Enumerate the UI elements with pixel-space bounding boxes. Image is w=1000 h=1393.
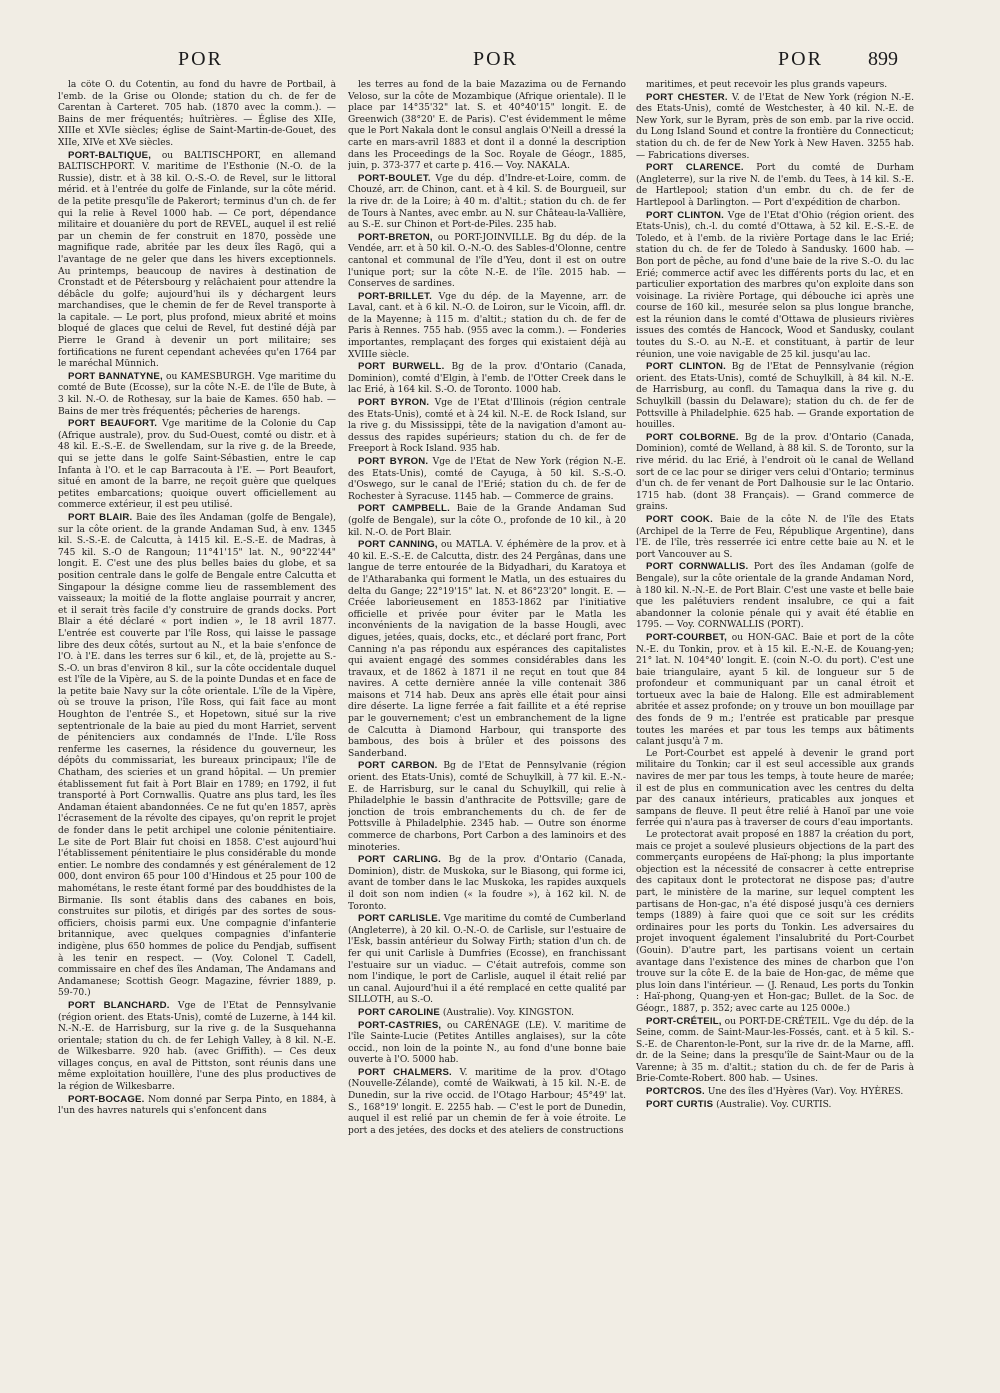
entry-headword: PORT-CASTRIES, [358, 1019, 442, 1031]
entry-text: Baie de la côte N. de l'île des Etats (Archipel de la Terre de Feu, République Argentine), dans l'E. de l'île, très resserrée ici entre cette baie au N. et le port Vancouver au S. [636, 514, 914, 560]
dictionary-entry [636, 1016, 914, 1087]
running-head-right: POR [778, 48, 823, 70]
entry-headword: PORT BYRON. [358, 456, 429, 467]
entry-headword: PORT BEAUFORT. [68, 418, 158, 430]
running-head-left: POR [178, 48, 223, 70]
dictionary-entry [348, 173, 626, 232]
dictionary-entry [348, 361, 626, 397]
dictionary-entry [636, 1086, 914, 1099]
entry-text: ou HON-GAC. Baie et port de la côte N.-E. du Tonkin, prov. et à 15 kil. E.-N.-E. de Kouang-yen; 21° lat. N. 104°40' longit. E. (coin N.-O. du port). C'est une baie triangulaire, ayant 5 kil. de longueur sur 5 de profondeur et communiquant par un canal étroit et tortueux avec la baie de Halong. Elle est admirablement abritée et assez profonde; on y trouve un bon mouillage par des fonds de 9 m.; l'entrée est praticable par presque toutes les marées et par tous les temps aux bâtiments calant jusqu'à 7 m. [636, 632, 914, 748]
entry-headword: PORT COOK. [646, 513, 713, 525]
entry-text: Vge de l'Etat d'Illinois (région centrale des Etats-Unis), comté et à 24 kil. N.-E. de Rock Island, sur la rive g. du Mississippi, tête de la navigation d'amont au-dessus des rapides supérieurs; station du ch. de fer de Freeport à Rock Island. 935 hab. [348, 398, 626, 455]
entry-headword: PORT BLAIR. [68, 511, 133, 523]
dictionary-entry [348, 760, 626, 854]
dictionary-entry [348, 1020, 626, 1067]
entry-text: ou BALTISCHPORT, en allemand BALTISCHPORT. V. maritime de l'Esthonie (N.-O. de la Russie), distr. et à 38 kil. O.-S.-O. de Revel, sur le littoral mérid. et à l'entrée du golfe de Finlande, sur la côte mérid. de la petite presqu'île de Pakerort; terminus d'un ch. de fer qui la relie à Revel 1000 hab. — Ce port, dépendance militaire et douanière du port de REVEL, auquel il est relié par un chemin de fer construit en 1870, possède une magnifique rade, abritée par les deux îles Ragö, qui a l'avantage de ne geler que dans les hivers exceptionnels. Au printemps, beaucoup de navires à destination de Cronstadt et de Pétersbourg y relâchaient pour attendre la débâcle du golfe; aujourd'hui ils y déchargent leurs marchandises, que le chemin de fer de Revel transporte à la capitale. — Le port, plus profond, mieux abrité et moins bloqué de glaces que celui de Revel, fut destiné déjà par Pierre le Grand à devenir un port militaire; ses fortifications ne furent cependant achevées qu'en 1764 par le maréchal Münnich. [58, 150, 336, 370]
entry-headword: PORT-BALTIQUE, [68, 149, 152, 161]
dictionary-entry [636, 749, 914, 830]
entry-headword: PORT-BOCAGE. [68, 1093, 145, 1105]
dictionary-entry [348, 456, 626, 503]
entry-headword: PORTCROS. [646, 1086, 705, 1098]
dictionary-entry [636, 80, 914, 92]
entry-text: Le Port-Courbet est appelé à devenir le grand port militaire du Tonkin; car il est seul accessible aux grands navires de mer par tous les temps, à toute heure de marée; il est de plus en communication avec les centres du delta par des canaux intérieurs, praticables aux jonques et sampans de fleuve. Il peut être relié à Hanoï par une voie ferrée qui n'aura pas à traverser de cours d'eau importants. [636, 748, 914, 829]
dictionary-entry [636, 632, 914, 749]
entry-text: Une des îles d'Hyères (Var). Voy. HYÈRES. [707, 1087, 904, 1098]
entry-headword: PORT CANNING, [358, 539, 438, 551]
entry-text: ou PORT-JOINVILLE. Bg du dép. de la Vendée, arr. et à 50 kil. O.-N.-O. des Sables-d'Olonne, centre cantonal et communal de l'île d'Yeu, dont il est on outre l'unique port; sur la côte N.-E. de l'île. 2015 hab. — Conserves de sardines. [348, 232, 626, 290]
entry-headword: PORT COLBORNE. [646, 431, 739, 443]
entry-headword: PORT-BRETON, [358, 231, 433, 243]
entry-text: V. maritime de la prov. d'Otago (Nouvelle-Zélande), comté de Waikwati, à 15 kil. N.-E. de Dunedin, sur la rive occid. de l'Otago Harbour; 45°49' lat. S., 168°19' longit. E. 2255 hab. — C'est le port de Dunedin, auquel il est relié par un chemin de fer à voie étroite. Le port a des jetées, des docks et des ateliers de constructions [348, 1067, 626, 1136]
dictionary-entry [348, 913, 626, 1007]
entry-text: Vge du dép. de la Mayenne, arr. de Laval, cant. et à 6 kil. N.-O. de Loiron, sur le Vicoin, affl. dr. de la Mayenne; à 115 m. d'altit.; station du ch. de fer de Paris à Rennes. 755 hab. (955 avec la comm.). — Fonderies importantes, remplaçant des forges qui existaient déjà au XVIIIe siècle. [348, 291, 626, 360]
entry-text: Vge du dép. d'Indre-et-Loire, comm. de Chouzé, arr. de Chinon, cant. et à 4 kil. S. de Bourgueil, sur la rive dr. de la Loire; à 40 m. d'altit.; station du ch. de fer de Tours à Nantes, avec embr. au N. sur Château-la-Vallière, au S.-E. sur Chinon et Port-de-Piles. 235 hab. [348, 173, 626, 231]
entry-headword: PORT-BRILLET. [358, 290, 433, 302]
entry-text: Bg de la prov. d'Ontario (Canada, Dominion), comté d'Elgin, à l'emb. de l'Otter Creek dans le lac Erié, à 164 kil. S.-O. de Toronto. 1000 hab. [348, 362, 626, 396]
dictionary-entry [636, 162, 914, 209]
entry-headword: PORT CARLING. [358, 854, 441, 866]
dictionary-entry [636, 830, 914, 1016]
entry-text: Nom donné par Serpa Pinto, en 1884, à l'un des havres naturels qui s'enfoncent dans [58, 1094, 336, 1117]
dictionary-entry [348, 1007, 626, 1020]
dictionary-entry [348, 539, 626, 760]
entry-text: ou CARÉNAGE (LE). V. maritime de l'île Sainte-Lucie (Petites Antilles anglaises), sur la côte occid., non loin de la pointe N., au fond d'une bonne baie ouverte à l'O. 5000 hab. [348, 1020, 626, 1066]
dictionary-entry [348, 1067, 626, 1138]
dictionary-columns [58, 80, 944, 1380]
dictionary-entry [58, 80, 336, 150]
page-number: 899 [868, 48, 898, 70]
entry-headword: PORT-BOULET. [358, 172, 431, 184]
entry-text: Bg de la prov. d'Ontario (Canada, Dominion), distr. de Muskoka, sur le Biasong, qui forme ici, avant de tomber dans le lac Muskoka, les rapides auxquels il doit son nom indien (« la foudre »), à 162 kil. N. de Toronto. [348, 855, 626, 912]
column-1 [58, 80, 336, 1380]
entry-text: ou KAMESBURGH. Vge maritime du comté de Bute (Ecosse), sur la côte N.-E. de l'île de Bute, à 3 kil. N.-O. de Rothesay, sur la baie de Kames. 650 hab. — Bains de mer très fréquentés; pêcheries de harengs. [58, 371, 336, 417]
entry-text: Vge de l'Etat d'Ohio (région orient. des Etats-Unis), ch.-l. du comté d'Ottawa, à 52 kil. E.-S.-E. de Toledo, et à l'emb. de la rivière Portage dans le lac Erié; station du ch. de fer de Toledo à Sandusky. 1600 hab. — Bon port de pêche, au fond d'une baie de la rive S.-O. du lac Erié; commerce actif avec les différents ports du lac, et en particulier exportation des marbres qu'on exploite dans son voisinage. La rivière Portage, qui débouche ici après une course de 160 kil., mesurée selon sa plus longue branche, est la réunion dans le comté d'Ottawa de plusieurs rivières issues des comtés de Hancock, Wood et Sandusky, coulant toutes du S.-O. au N.-E. et constituant, à partir de leur réunion, une voie navigable de 25 kil. jusqu'au lac. [636, 210, 914, 360]
entry-headword: PORT CLINTON. [646, 209, 724, 221]
entry-headword: PORT CLARENCE. [646, 162, 744, 174]
running-head-center: POR [473, 48, 518, 70]
entry-text: Baie de la Grande Andaman Sud (golfe de Bengale), sur la côte O., profonde de 10 kil., à 20 kil. N.-O. de Port Blair. [348, 504, 626, 538]
dictionary-entry [636, 1099, 914, 1112]
entry-text: Le protectorat avait proposé en 1887 la création du port, mais ce projet a soulevé plusieurs objections de la part des commerçants européens de Haï-phong; la plus importante objection est la nécessité de consacrer à cette entreprise des capitaux dont le protectorat ne dispose pas; d'autre part, le ministère de la marine, sur lequel comptent les partisans de Hon-gac, n'a été disposé jusqu'à ces derniers temps (1889) à faire quoi que ce soit sur les crédits ordinaires pour les ports du Tonkin. Les adversaires du projet invoquent également l'insalubrité du Port-Courbet (Gouin). D'autre part, les partisans voient un certain avantage dans l'existence des mines de charbon que l'on trouve sur la côte E. de la baie de Hon-gac, de même que plus loin dans l'intérieur. — (J. Renaud, Les ports du Tonkin : Haï-phong, Quang-yen et Hon-gac; Bullet. de la Soc. de Géogr., 1887, p. 352; avec carte au 125 000e.) [636, 830, 914, 1014]
entry-text: (Australie). Voy. CURTIS. [716, 1099, 832, 1110]
dictionary-entry [636, 561, 914, 632]
entry-text: Vge de l'Etat de Pennsylvanie (région orient. des Etats-Unis), comté de Luzerne, à 144 kil. N.-N.-E. de Harrisburg, sur la rive g. de la Susquehanna orientale; station du ch. de fer Lehigh Valley, à 8 kil. N.-E. de Wilkesbarre. 920 hab. (avec Griffith). — Ces deux villages conçus, en aval de Pittston, sont réunis dans une même exploitation houillère, l'une des plus productives de la région de Wilkesbarre. [58, 1000, 336, 1093]
entry-headword: PORT CHALMERS. [358, 1066, 452, 1078]
dictionary-entry [348, 854, 626, 913]
entry-headword: PORT-CRÉTEIL, [646, 1015, 722, 1027]
entry-text: Bg de l'Etat de Pennsylvanie (région orient. des Etats-Unis), comté de Schuylkill, à 77 kil. E.-N.-E. de Harrisburg, sur le canal du Schuylkill, qui relie à Philadelphie le bassin d'anthracite de Pottsville; gare de jonction de trois embranchements du ch. de fer de Pottsville à Philadelphie. 2345 hab. — Outre son énorme commerce de charbons, Port Carbon a des laminoirs et des minoteries. [348, 761, 626, 853]
column-3 [636, 80, 914, 1380]
entry-headword: PORT BURWELL. [358, 361, 445, 373]
entry-headword: PORT BANNATYNE, [68, 370, 163, 382]
entry-text: maritimes, et peut recevoir les plus grands vapeurs. [646, 80, 888, 90]
entry-text: Port du comté de Durham (Angleterre), sur la rive N. de l'emb. du Tees, à 14 kil. S.-E. de Hartlepool; station d'un embr. du ch. de fer de Hartlepool à Darlington. — Port d'expédition de charbon. [636, 163, 914, 208]
entry-headword: PORT CHESTER. [646, 91, 728, 103]
entry-headword: PORT CLINTON. [646, 361, 726, 373]
entry-text: Vge maritime de la Colonie du Cap (Afrique australe), prov. du Sud-Ouest, comté ou distr. et à 48 kil. E.-S.-E. de Swellendam, sur la rive g. de la Breede, qui se jette dans le golfe Saint-Sébastien, entre le cap Infanta à l'O. et le cap Barracouta à l'E. — Port Beaufort, situé en amont de la barre, ne reçoit guère que quelques petites embarcations; quoique ouvert officiellement au commerce extérieur, il est peu utilisé. [58, 419, 336, 511]
dictionary-entry [348, 503, 626, 539]
dictionary-entry [348, 291, 626, 362]
entry-text: Vge de l'Etat de New York (région N.-E. des Etats-Unis), comté de Cayuga, à 50 kil. S.-S.-O. d'Oswego, sur le canal de l'Erié; station du ch. de fer de Rochester à Syracuse. 1145 hab. — Commerce de grains. [348, 457, 626, 502]
dictionary-entry [348, 397, 626, 456]
dictionary-entry [58, 150, 336, 371]
entry-text: ou MATLA. V. éphémère de la prov. et à 40 kil. E.-S.-E. de Calcutta, distr. des 24 Pergânas, dans une langue de terre entourée de la Bidyadhari, du Karatoya et de l'Atharabanka qui forment le Matla, un des estuaires du delta du Gange; 22°19'15" lat. N. et 86°23'20" longit. E. — Créée laborieusement en 1853-1862 par l'initiative officielle et privée pour éviter par le Matla les inconvénients de la navigation de la basse Hougli, avec digues, jetées, quais, docks, etc., et déclaré port franc, Port Canning n'a pas répondu aux espérances des capitalistes qui avaient engagé des sommes considérables dans les travaux, et de 1862 à 1871 il ne reçut en tout que 84 navires. A cette dernière année la ville contenait 386 maisons et 714 hab. Deux ans après elle était pour ainsi dire déserte. La ligne ferrée a fait faillite et a été reprise par le gouvernement; c'est un embranchement de la ligne de Calcutta à Diamond Harbour, qui transporte des bambous, des bois à brûler et des poissons des Sanderband. [348, 540, 626, 759]
entry-text: la côte O. du Cotentin, au fond du havre de Portbail, à l'emb. de la Grise ou Olonde; station du ch. de fer de Carentan à Carteret. 705 hab. (1870 avec la comm.). — Bains de mer fréquentés; huîtrières. — Église des XIIe, XIIIe et XVIe siècles; église de Saint-Martin-de-Gouet, des XIIe, XIVe et XVe siècles. [58, 80, 336, 148]
dictionary-entry [58, 512, 336, 1000]
entry-text: Port des îles Andaman (golfe de Bengale), sur la côte orientale de la grande Andaman Nord, à 180 kil. N.-N.-E. de Port Blair. C'est une vaste et belle baie que les palétuviers rendent insalubre, ce qui a fait abandonner la colonie pénale qui y avait été établie en 1795. — Voy. CORNWALLIS (PORT). [636, 562, 914, 631]
dictionary-entry [636, 514, 914, 561]
entry-headword: PORT CARBON. [358, 760, 438, 772]
entry-text: les terres au fond de la baie Mazazima ou de Fernando Veloso, sur la côte de Mozambique (Afrique orientale). Il le place par 14°35'32" lat. S. et 40°40'15" longit. E. de Greenwich (38°20' E. de Paris). C'est évidemment le même que le Port Nakala dont le consul anglais O'Neill a dressé la carte en mars-avril 1883 et dont il a donné la description dans les Proceedings de la Soc. Royale de Géogr., 1885, juin, p. 373-377 et carte p. 416.— Voy. NAKALA. [348, 80, 626, 172]
dictionary-entry [58, 1094, 336, 1118]
dictionary-entry [58, 1000, 336, 1094]
dictionary-entry [348, 232, 626, 291]
entry-text: Baie des îles Andaman (golfe de Bengale), sur la côte orient. de la grande Andaman Sud, à env. 1345 kil. S.-S.-E. de Calcutta, à 1415 kil. E.-S.-E. de Madras, à 745 kil. S.-O de Rangoun; 11°41'15" lat. N., 90°22'44" longit. E. C'est une des plus belles baies du globe, et sa position centrale dans le golfe de Bengale entre Calcutta et Singapour la désigne comme lieu de rassemblement des vaisseaux; la moitié de la flotte anglaise pourrait y ancrer, et il serait très facile d'y construire de grands docks. Port Blair a été déclaré « port indien », le 18 avril 1877. L'entrée est couverte par l'île Ross, qui laisse le passage libre des deux côtés, surtout au N., et la baie s'enfonce de l'O. à l'E. dans les terres sur 6 kil., et, de là, projette au S.-S.-O. un bras d'environ 8 kil., sur la côte occidentale duquel est l'île de la Vipère, au S. de la pointe Dundas et en face de la petite baie Navy sur la côte orientale. L'île de la Vipère, où se trouve la prison, l'île Ross, qui fait face au mont Houghton de l'entrée S., et Hopetown, situé sur la rive septentrionale de la baie au pied du mont Harriet, servent de pénitenciers aux condamnés de l'Inde. L'île Ross renferme les casernes, la résidence du gouverneur, les dépôts du commissariat, les bureaux principaux; l'île de Chatham, des scieries et un grand hôpital. — Un premier établissement fut fait à Port Blair en 1789; en 1792, il fut transporté à Port Cornwallis. Quatre ans plus tard, les îles Andaman étaient abandonnées. Ce ne fut qu'en 1857, après l'écrasement de la révolte des cipayes, qu'on reprit le projet de fonder dans le petit archipel une colonie pénitentiaire. Le site de Port Blair fut choisi en 1858. C'est aujourd'hui l'établissement pénitentiaire le plus considérable du monde entier. Le nombre des condamnés y est généralement de 12 000, dont environ 65 pour 100 d'Hindous et 25 pour 100 de mahométans, le reste étant formé par des bouddhistes de la Birmanie. Ils sont établis dans des cabanes en bois, construites sur pilotis, et dirigés par des sortes de sous-officiers, choisis parmi eux. Une compagnie d'infanterie britannique, avec quelques compagnies d'infanterie indigène, plus 650 hommes de police du Pendjab, suffisent à les tenir en respect. — (Voy. Colonel T. Cadell, commissaire en chef des îles Andaman, The Andamans and Andamanese; Scottish Geogr. Magazine, février 1889, p. 59-70.) [58, 512, 336, 999]
entry-headword: PORT-COURBET, [646, 631, 727, 643]
dictionary-entry [58, 418, 336, 512]
entry-headword: PORT BLANCHARD. [68, 999, 170, 1011]
entry-headword: PORT CAMPBELL. [358, 503, 450, 515]
page-header [0, 48, 1000, 78]
dictionary-entry [636, 92, 914, 163]
dictionary-entry [636, 210, 914, 362]
entry-text: Vge maritime du comté de Cumberland (Angleterre), à 20 kil. O.-N.-O. de Carlisle, sur l'estuaire de l'Esk, bassin antérieur du Solway Firth; station d'un ch. de fer qui unit Carlisle à Dumfries (Ecosse), en franchissant l'estuaire sur un viaduc. — C'était autrefois, comme son nom l'indique, le port de Carlisle, auquel il était relié par un canal. Aujourd'hui il a été remplacé en cette qualité par SILLOTH, au S.-O. [348, 914, 626, 1006]
entry-text: (Australie). Voy. KINGSTON. [442, 1007, 575, 1018]
entry-text: V. de l'Etat de New York (région N.-E. des Etats-Unis), comté de Westchester, à 40 kil. N.-E. de New York, sur le Byram, près de son emb. par la rive occid. du Long Island Sound et contre la frontière du Connecticut; station du ch. de fer de New York à New Haven. 3255 hab. — Fabrications diverses. [636, 92, 914, 161]
entry-text: Bg de l'Etat de Pennsylvanie (région orient. des Etats-Unis), comté de Schuylkill, à 84 kil. N.-E. de Harrisburg, au confl. du Tamaqua dans la rive g. du Schuylkill (bassin du Delaware); station du ch. de fer de Pottsville à Philadelphie. 625 hab. — Grande exportation de houilles. [636, 362, 914, 431]
entry-headword: PORT CORNWALLIS. [646, 561, 749, 573]
dictionary-entry [636, 432, 914, 514]
dictionary-entry [58, 371, 336, 418]
dictionary-entry [348, 80, 626, 173]
entry-headword: PORT CAROLINE [358, 1006, 441, 1018]
entry-headword: PORT CURTIS [646, 1098, 714, 1110]
entry-text: ou PORT-DE-CRÉTEIL. Vge du dép. de la Seine, comm. de Saint-Maur-les-Fossés, cant. et à 5 kil. S.-S.-E. de Charenton-le-Pont, sur la rive dr. de la Marne, affl. dr. de la Seine; dans la presqu'île de Saint-Maur ou de la Varenne; à 35 m. d'altit.; station du ch. de fer de Paris à Brie-Comte-Robert. 800 hab. — Usines. [636, 1016, 914, 1085]
dictionary-entry [636, 361, 914, 432]
column-2 [348, 80, 626, 1380]
entry-text: Bg de la prov. d'Ontario (Canada, Dominion), comté de Welland, à 88 kil. S. de Toronto, sur la rive mérid. du lac Erié, à l'endroit où le canal de Welland sort de ce lac pour se diriger vers celui d'Ontario; terminus d'un ch. de fer venant de Port Dalhousie sur le lac Ontario. 1715 hab. (dont 38 Français). — Grand commerce de grains. [636, 432, 914, 513]
entry-headword: PORT CARLISLE. [358, 913, 441, 925]
entry-headword: PORT BYRON. [358, 397, 430, 409]
